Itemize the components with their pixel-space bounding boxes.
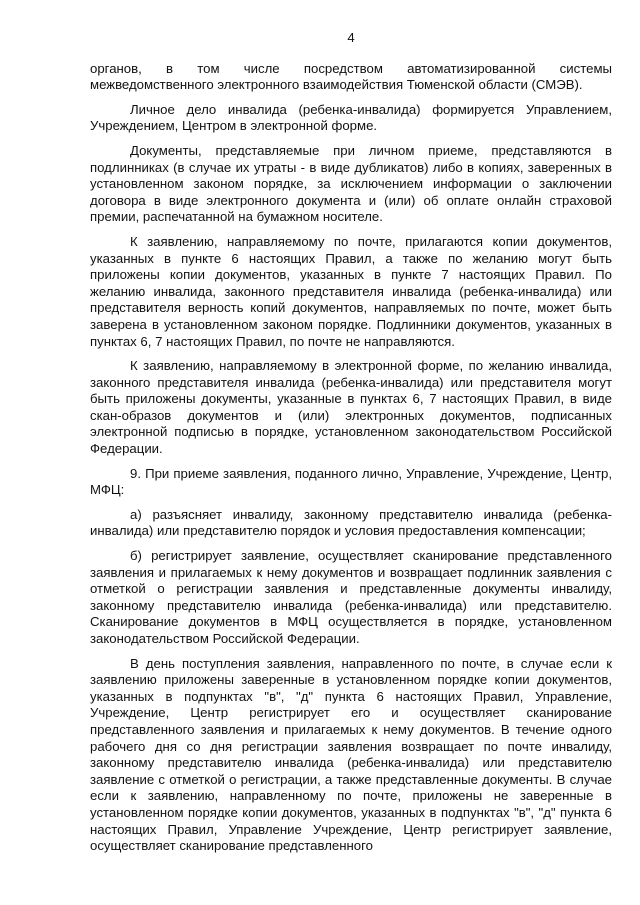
paragraph-1: органов, в том числе посредством автоматизированной системы межведомственного электронного взаимодействия Тюменской области (СМЭВ). (90, 60, 612, 93)
page-number: 4 (347, 30, 355, 45)
paragraph-4: К заявлению, направляемому по почте, прилагаются копии документов, указанных в пункте 6 настоящих Правил, а также по желанию могут быть приложены копии документов, указанных в пункте 7 настоящих Правил. По желанию инвалида, законного представителя инвалида (ребенка-инвалида) или представителя верность копий документов, направляемых по почте, может быть заверена в установленном законом порядке. Подлинники документов, указанных в пунктах 6, 7 настоящих Правил, по почте не направляются. (90, 233, 612, 349)
paragraph-9: В день поступления заявления, направленного по почте, в случае если к заявлению приложены заверенные в установленном порядке копии документов, указанных в подпунктах "в", "д" пункта 6 настоящих Правил, Управление, Учреждение, Центр регистрирует его и осуществляет сканирование представленного заявления и прилагаемых к нему документов. В течение одного рабочего дня со дня регистрации заявления возвращает по почте инвалиду, законному представителю инвалида (ребенка-инвалида) или представителю заявление с отметкой о регистрации, а также представленные документы. В случае если к заявлению, направленному по почте, приложены не заверенные в установленном порядке копии документов, указанных в подпунктах "в", "д" пункта 6 настоящих Правил, Управление Учреждение, Центр регистрирует заявление, осуществляет сканирование представленного (90, 655, 612, 854)
paragraph-5: К заявлению, направляемому в электронной форме, по желанию инвалида, законного представителя инвалида (ребенка-инвалида) или представителя могут быть приложены документы, указанные в пунктах 6, 7 настоящих Правил, в виде скан-образов документов и (или) электронных документов, подписанных электронной подписью в порядке, установленном законодательством Российской Федерации. (90, 358, 612, 457)
paragraph-8: б) регистрирует заявление, осуществляет сканирование представленного заявления и прилагаемых к нему документов и возвращает подлинник заявления с отметкой о регистрации заявления и представленные документы инвалиду, законному представителю инвалида (ребенка-инвалида) или представителю. Сканирование документов в МФЦ осуществляется в порядке, установленном законодательством Российской Федерации. (90, 548, 612, 646)
paragraph-6: 9. При приеме заявления, поданного лично, Управление, Учреждение, Центр, МФЦ: (90, 465, 612, 498)
paragraph-3: Документы, представляемые при личном приеме, представляются в подлинниках (в случае их утраты - в виде дубликатов) либо в копиях, заверенных в установленном законом порядке, за исключением информации о заключении договора в виде электронного документа и (или) об оплате онлайн страховой премии, распечатанной на бумажном носителе. (90, 142, 612, 225)
paragraph-7: а) разъясняет инвалиду, законному представителю инвалида (ребенка-инвалида) или представителю порядок и условия предоставления компенсации; (90, 506, 612, 539)
paragraph-2: Личное дело инвалида (ребенка-инвалида) формируется Управлением, Учреждением, Центром в электронной форме. (90, 101, 612, 134)
